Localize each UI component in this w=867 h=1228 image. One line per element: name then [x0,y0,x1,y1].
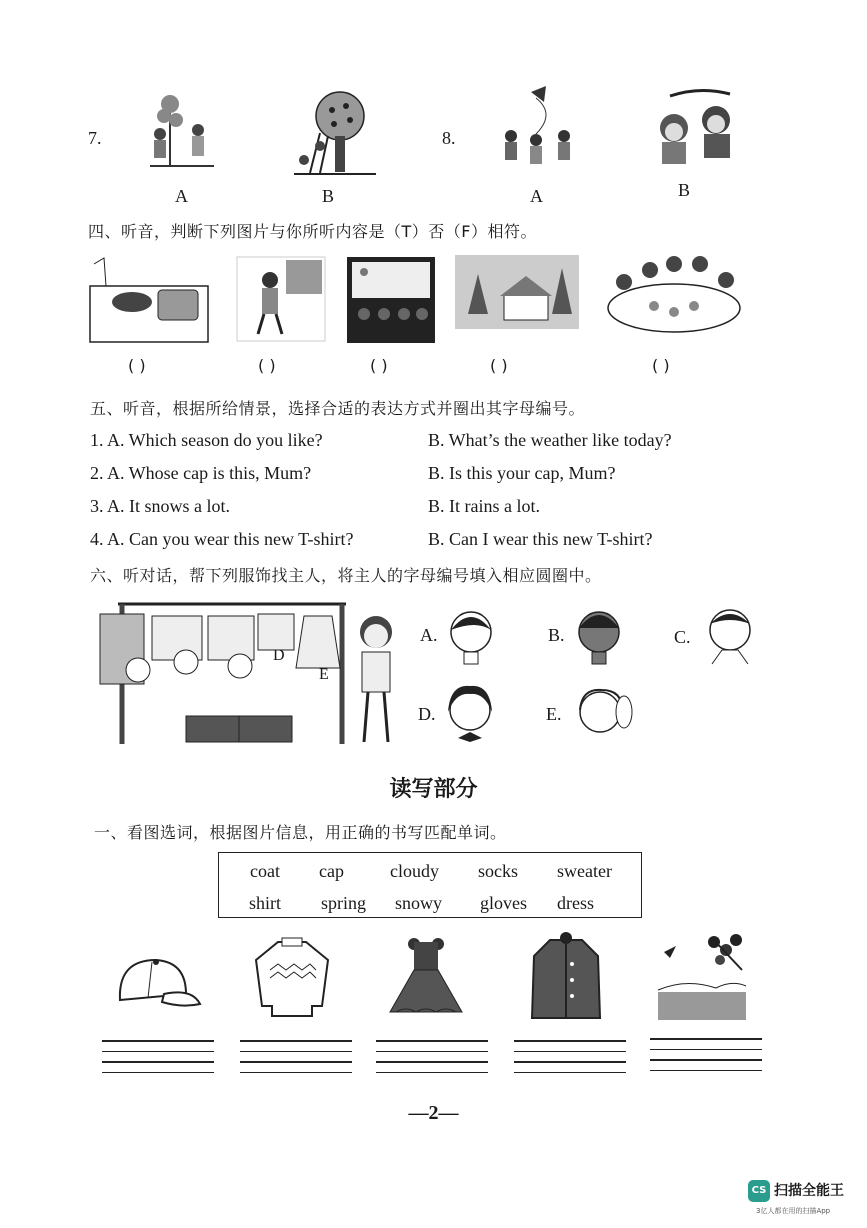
s4-answer-1[interactable]: ( ) [128,356,146,375]
q7-option-a: A [175,186,188,206]
s4-answer-3[interactable]: ( ) [370,356,388,375]
word-snowy: snowy [395,893,443,913]
rw-answer-lines-3[interactable] [376,1040,488,1074]
page-number: —2— [408,1102,459,1124]
camscanner-tagline: 3亿人都在用的扫描App [756,1207,831,1215]
rw-answer-lines-4[interactable] [514,1040,626,1074]
section-4-title: 四、听音，判断下列图片与你所听内容是（T）否（F）相符。 [88,222,537,241]
s6-person-c-face [704,604,756,666]
s6-person-a-face [446,608,496,666]
rw-spring-scene-picture [656,930,748,1022]
s5-item1-b[interactable]: B. What’s the weather like today? [428,430,672,450]
word-shirt: shirt [249,893,282,913]
word-socks: socks [478,861,518,881]
q8-number: 8. [442,128,456,148]
s5-item4-a[interactable]: 4. A. Can you wear this new T-shirt? [90,529,354,549]
s5-item4-b[interactable]: B. Can I wear this new T-shirt? [428,529,653,549]
s5-item2-a[interactable]: 2. A. Whose cap is this, Mum? [90,463,312,483]
s4-picture-cinema [346,256,436,344]
s6-person-d-label: D. [418,704,436,724]
rw-section-1-title: 一、看图选词，根据图片信息，用正确的书写匹配单词。 [94,823,507,842]
s6-circle-letter-e: E [319,666,329,683]
q8-option-a: A [530,186,543,206]
word-gloves: gloves [480,893,527,913]
s5-item2-b[interactable]: B. Is this your cap, Mum? [428,463,616,483]
word-bank [218,852,642,918]
s6-person-e-label: E. [546,704,562,724]
s5-item3-b[interactable]: B. It rains a lot. [428,496,540,516]
rw-dress-picture [386,936,466,1020]
rw-answer-lines-5[interactable] [650,1038,762,1072]
word-cap: cap [319,861,344,881]
section-5-title: 五、听音，根据所给情景，选择合适的表达方式并圈出其字母编号。 [90,399,586,418]
word-cloudy: cloudy [390,861,439,881]
s6-person-b-label: B. [548,625,565,645]
rw-heading: 读写部分 [389,777,478,802]
q8-picture-b [650,76,746,172]
camscanner-brand: 扫描全能王 [774,1183,844,1199]
s6-person-c-label: C. [674,627,691,647]
word-sweater: sweater [557,861,612,881]
s4-answer-2[interactable]: ( ) [258,356,276,375]
s4-picture-clothes [88,256,210,346]
word-coat: coat [250,861,280,881]
s4-picture-snow [454,254,580,330]
q7-picture-b [290,88,380,178]
q7-option-b: B [322,186,335,206]
s4-answer-4[interactable]: ( ) [490,356,508,375]
q8-picture-a [496,84,586,174]
s6-person-b-face [574,606,624,666]
s6-person-e-face [572,682,634,744]
s6-clothes-rack-picture [96,598,402,748]
q7-picture-a [140,90,220,170]
s6-person-d-face [444,682,496,744]
word-dress: dress [557,893,594,913]
s4-answer-5[interactable]: ( ) [652,356,670,375]
q8-option-b: B [678,180,691,200]
s6-circle-letter-d: D [273,647,285,664]
word-spring: spring [321,893,366,913]
s6-person-a-label: A. [420,625,438,645]
section-6-title: 六、听对话，帮下列服饰找主人，将主人的字母编号填入相应圆圈中。 [90,566,602,585]
camscanner-logo-icon: CS [748,1180,770,1202]
s5-item1-a[interactable]: 1. A. Which season do you like? [90,430,323,450]
rw-coat-picture [526,930,606,1022]
rw-cap-picture [112,954,204,1018]
rw-sweater-picture [252,936,332,1020]
rw-answer-lines-1[interactable] [102,1040,214,1074]
s4-picture-walk [236,256,326,342]
q7-number: 7. [88,128,102,148]
s4-picture-family-dinner [604,250,744,340]
rw-answer-lines-2[interactable] [240,1040,352,1074]
s5-item3-a[interactable]: 3. A. It snows a lot. [90,496,231,516]
